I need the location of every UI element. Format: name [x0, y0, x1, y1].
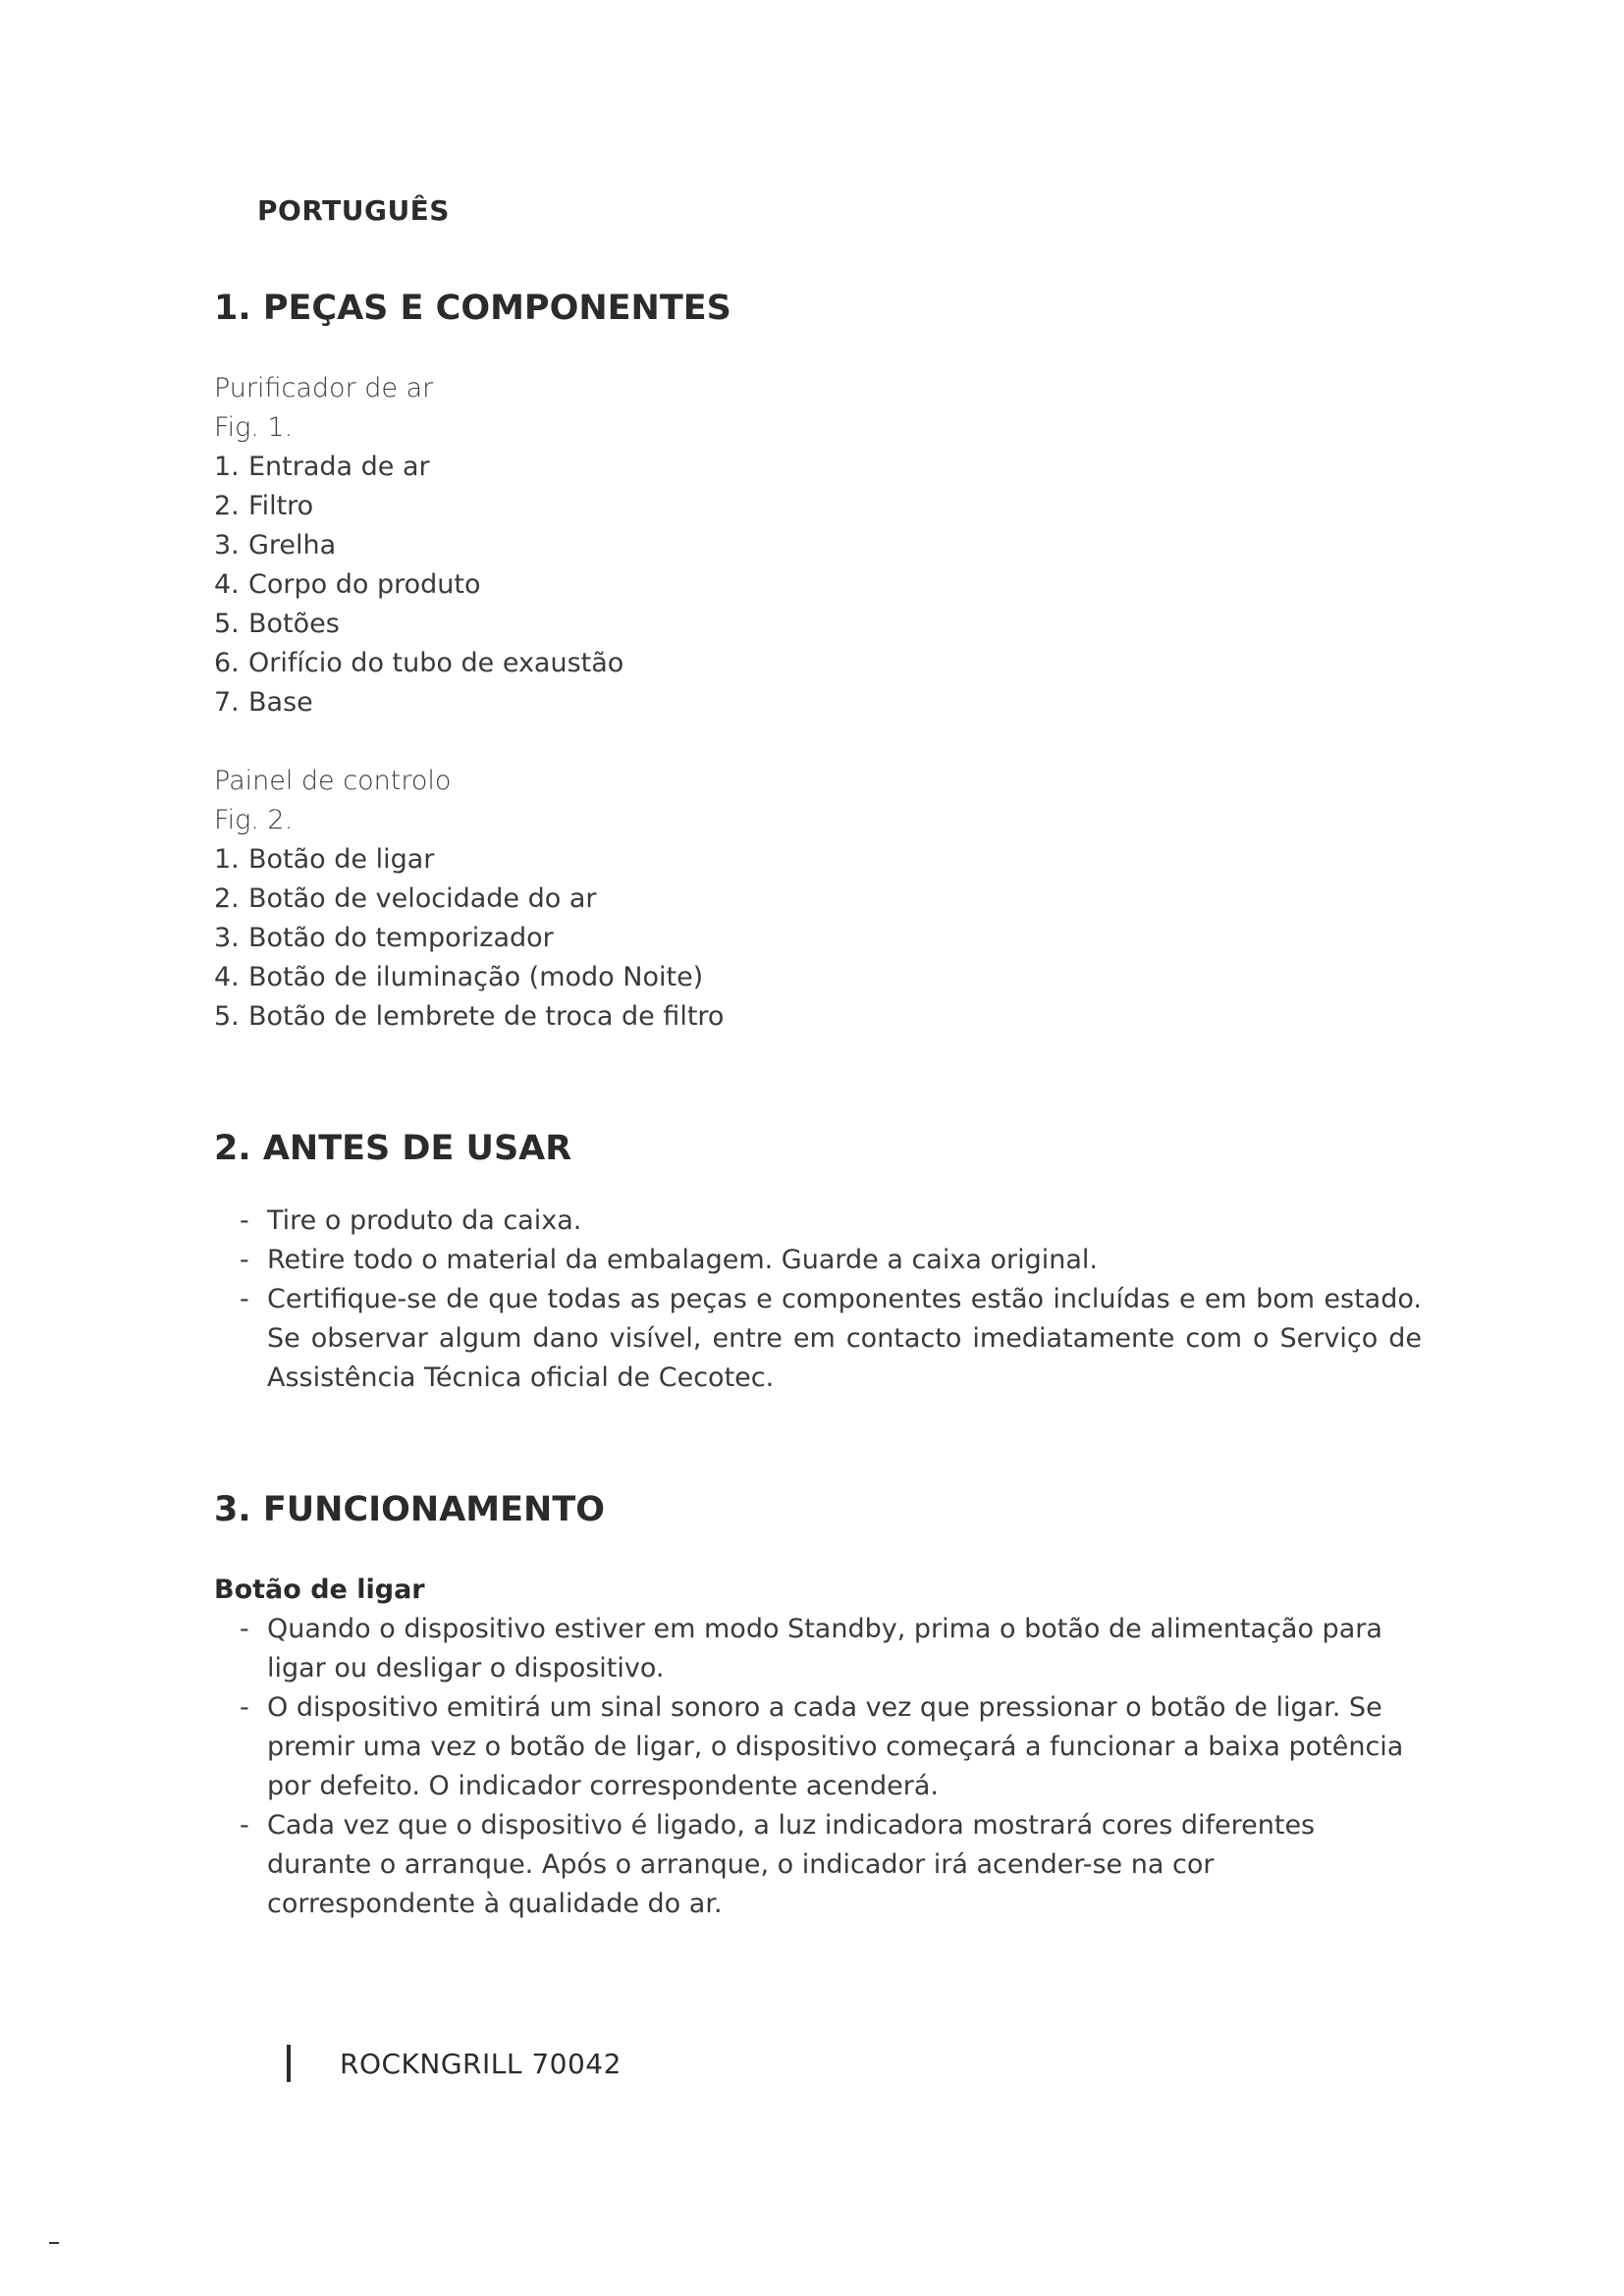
group2-fig: Fig. 2.	[214, 805, 294, 835]
list-item: 4. Botão de iluminação (modo Noite)	[214, 962, 704, 992]
page-footer	[287, 2044, 622, 2083]
section-heading-before-use: 2. ANTES DE USAR	[214, 1129, 572, 1168]
list-item: - Quando o dispositivo estiver em modo Standby, prima o botão de alimentação para ligar ou desligar o dispositivo.	[240, 1614, 1382, 1683]
list-item: - Retire todo o material da embalagem. Guarde a caixa original.	[240, 1245, 1098, 1275]
language-label: PORTUGUÊS	[257, 194, 450, 227]
section-operation	[214, 1490, 1422, 1924]
before-use-list	[214, 1201, 1422, 1398]
group1-title: Purificador de ar	[214, 373, 434, 403]
section-parts	[214, 289, 1422, 1037]
group2-list	[214, 840, 1422, 1037]
group2-title: Painel de controlo	[214, 766, 452, 796]
section-heading-parts: 1. PEÇAS E COMPONENTES	[214, 289, 731, 328]
list-item: 3. Grelha	[214, 530, 337, 561]
list-item: 6. Orifício do tubo de exaustão	[214, 648, 624, 678]
section-before-use	[214, 1129, 1422, 1398]
list-item: 7. Base	[214, 687, 313, 718]
list-item: - Tire o produto da caixa.	[240, 1205, 582, 1236]
list-item: 2. Botão de velocidade do ar	[214, 883, 597, 914]
list-item: 2. Filtro	[214, 491, 314, 521]
group1-list	[214, 448, 1422, 722]
group1-fig: Fig. 1.	[214, 412, 294, 443]
list-item: 5. Botão de lembrete de troca de filtro	[214, 1001, 725, 1032]
operation-list	[214, 1610, 1422, 1924]
section-heading-operation: 3. FUNCIONAMENTO	[214, 1490, 605, 1529]
list-item: - Certifique-se de que todas as peças e componentes estão incluídas e em bom estado. Se observar algum dano visível, entre em contacto imediatamente com o Serviço de Assistência Técnica oficial de Cecotec.	[240, 1284, 1422, 1393]
product-name: ROCKNGRILL 70042	[340, 2047, 622, 2080]
footer-divider	[287, 2045, 291, 2082]
list-item: 1. Entrada de ar	[214, 452, 430, 482]
list-item: 4. Corpo do produto	[214, 569, 481, 600]
list-item: - O dispositivo emitirá um sinal sonoro a cada vez que pressionar o botão de ligar. Se premir uma vez o botão de ligar, o dispositivo começará a funcionar a baixa potência por defeito. O indicador correspondente acenderá.	[240, 1692, 1404, 1801]
list-item: 1. Botão de ligar	[214, 844, 435, 875]
subheading-power-button: Botão de ligar	[214, 1575, 425, 1605]
list-item: - Cada vez que o dispositivo é ligado, a luz indicadora mostrará cores diferentes durante o arranque. Após o arranque, o indicador irá acender-se na cor correspondente à qualidade do ar.	[240, 1810, 1316, 1919]
corner-mark	[49, 2242, 59, 2244]
list-item: 3. Botão do temporizador	[214, 923, 554, 953]
list-item: 5. Botões	[214, 609, 340, 639]
